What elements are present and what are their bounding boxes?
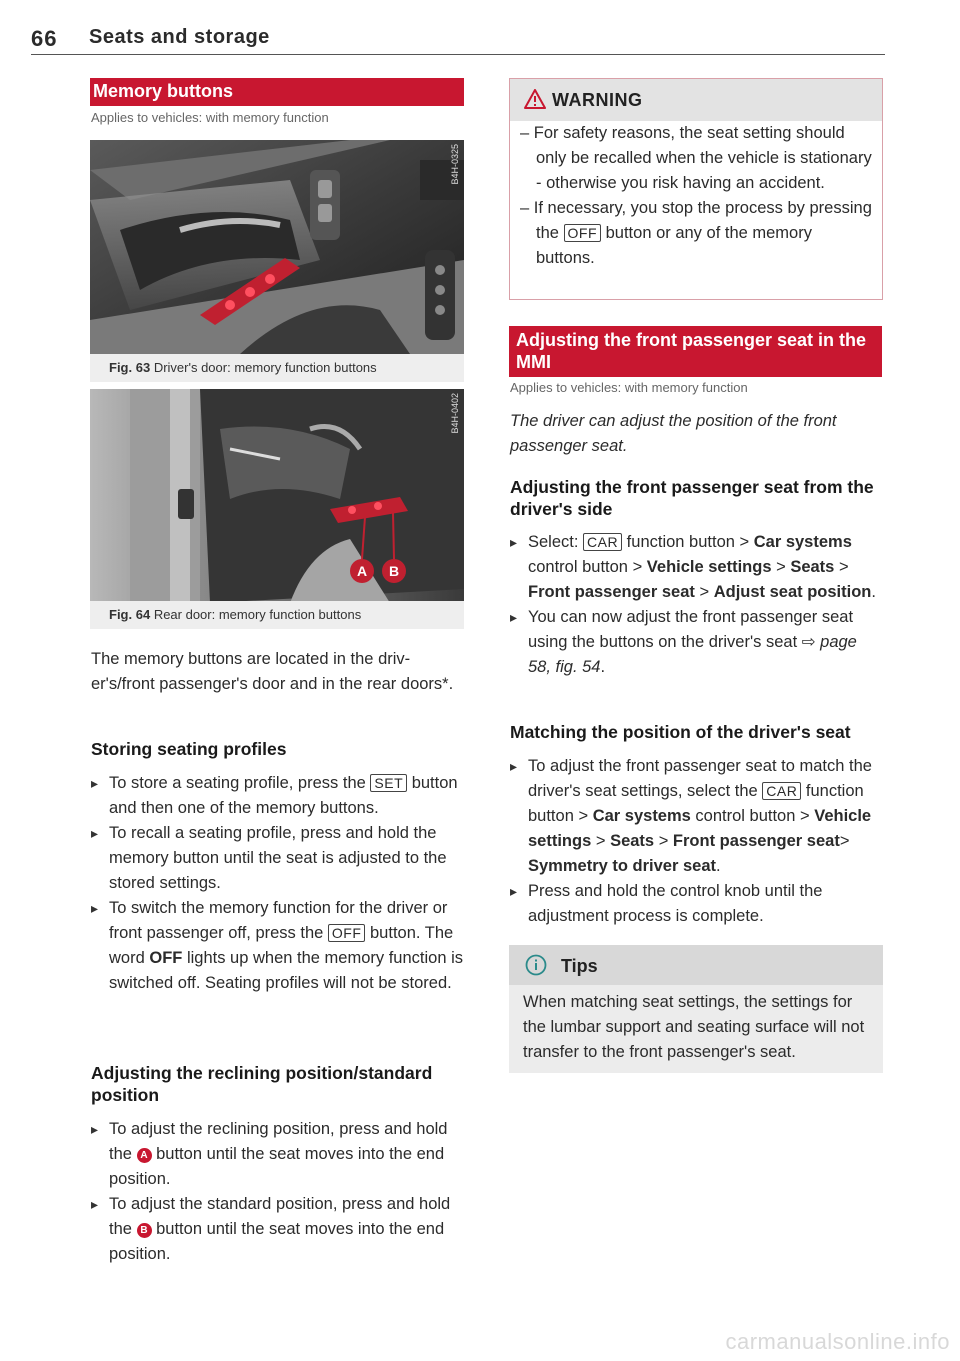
- tips-body: When matching seat settings, the settings for the lumbar support and seating surface will not transfer to the front passenger's seat.: [509, 985, 883, 1073]
- warning-header: [510, 79, 882, 121]
- off-key: OFF: [328, 924, 366, 942]
- figure-64-label: Fig. 64: [109, 607, 151, 622]
- drivers-side-steps: [510, 530, 882, 680]
- figure-64-image: [90, 389, 464, 603]
- figure-63-image: [90, 140, 464, 354]
- matching-steps: [510, 754, 882, 929]
- applies-note-right: Applies to vehicles: with memory function: [510, 380, 748, 395]
- applies-note: Applies to vehicles: with memory function: [91, 110, 329, 125]
- storing-steps: [91, 771, 463, 996]
- storing-step-1: ▸ To store a seating profile, press the SET button and then one of the memory buttons.: [91, 771, 463, 821]
- matching-step-1: ▸ To adjust the front passenger seat to match the driver's seat settings, select the CAR function button > Car systems control button > Vehicle settings > Seats > Front passenger seat> Symmetry to driver seat.: [510, 754, 882, 879]
- reclining-step-2: ▸ To adjust the standard position, press and hold the B button until the seat moves into the end position.: [91, 1192, 463, 1267]
- section-title: Seats and storage: [89, 26, 270, 48]
- page-number: 66: [31, 26, 58, 51]
- callout-b: B: [388, 563, 400, 579]
- matching-step-2: ▸ Press and hold the control knob until the adjustment process is complete.: [510, 879, 882, 929]
- mmi-title: Adjusting the front passenger seat in the MMI: [516, 330, 867, 372]
- warning-item-2: – If necessary, you stop the process by pressing the OFF button or any of the memory buttons.: [520, 199, 872, 267]
- reclining-heading: Adjusting the reclining position/standard position: [91, 1063, 433, 1105]
- figure-63-label: Fig. 63: [109, 360, 151, 375]
- reclining-step-1: ▸ To adjust the reclining position, press and hold the A button until the seat moves into the end position.: [91, 1117, 463, 1192]
- memory-buttons-title: Memory buttons: [93, 81, 234, 101]
- button-b-symbol: B: [137, 1223, 152, 1238]
- matching-heading: Matching the position of the driver's seat: [510, 722, 851, 742]
- drivers-side-step-2: ▸ You can now adjust the front passenger seat using the buttons on the driver's seat ⇨ page 58, fig. 54.: [510, 605, 882, 680]
- warning-item-1: – For safety reasons, the seat setting should only be recalled when the vehicle is stationary - otherwise you risk having an accident.: [520, 124, 872, 192]
- storing-step-3: ▸ To switch the memory function for the driver or front passenger off, press the OFF button. The word OFF lights up when the memory function is switched off. Seating profiles will not be stored.: [91, 896, 463, 996]
- figure-64-caption-text: Rear door: memory function buttons: [153, 607, 362, 622]
- warning-box: [509, 78, 883, 300]
- memory-intro: The memory buttons are located in the driver's/front passenger's door and in the rear doors*.: [91, 650, 454, 693]
- warning-triangle-icon: [524, 89, 546, 109]
- tips-box: [509, 945, 883, 1073]
- car-key: CAR: [583, 533, 622, 551]
- warning-body: [520, 121, 872, 271]
- mmi-intro: The driver can adjust the position of the front passenger seat.: [510, 412, 837, 455]
- figure-64-code: B4H-0402: [450, 393, 460, 434]
- page-header: [31, 24, 885, 55]
- page-reference: ⇨ page 58, fig. 54: [528, 633, 857, 676]
- callout-a: A: [356, 563, 368, 579]
- info-icon: [525, 954, 547, 976]
- off-key-warning: OFF: [564, 224, 602, 242]
- watermark: carmanualsonline.info: [725, 1329, 950, 1354]
- warning-heading: WARNING: [552, 90, 643, 110]
- door-illustration-front: [90, 140, 464, 354]
- drivers-side-step-1: ▸ Select: CAR function button > Car systems control button > Vehicle settings > Seats > Front passenger seat > Adjust seat position.: [510, 530, 882, 605]
- tips-heading: Tips: [561, 956, 598, 976]
- mmi-title-bar: [509, 326, 882, 377]
- car-key-2: CAR: [762, 782, 801, 800]
- set-key: SET: [370, 774, 407, 792]
- figure-64-caption: [90, 601, 464, 629]
- figure-63-caption: [90, 354, 464, 382]
- drivers-side-heading: Adjusting the front passenger seat from the driver's side: [510, 477, 874, 519]
- door-illustration-rear: [90, 389, 464, 603]
- memory-buttons-title-bar: [90, 78, 464, 106]
- figure-63-caption-text: Driver's door: memory function buttons: [153, 360, 377, 375]
- figure-63-code: B4H-0325: [450, 144, 460, 185]
- storing-step-2: ▸ To recall a seating profile, press and hold the memory button until the seat is adjusted to the stored settings.: [91, 821, 463, 896]
- storing-heading: Storing seating profiles: [91, 739, 287, 759]
- reclining-steps: [91, 1117, 463, 1267]
- button-a-symbol: A: [137, 1148, 152, 1163]
- tips-header: [509, 945, 883, 985]
